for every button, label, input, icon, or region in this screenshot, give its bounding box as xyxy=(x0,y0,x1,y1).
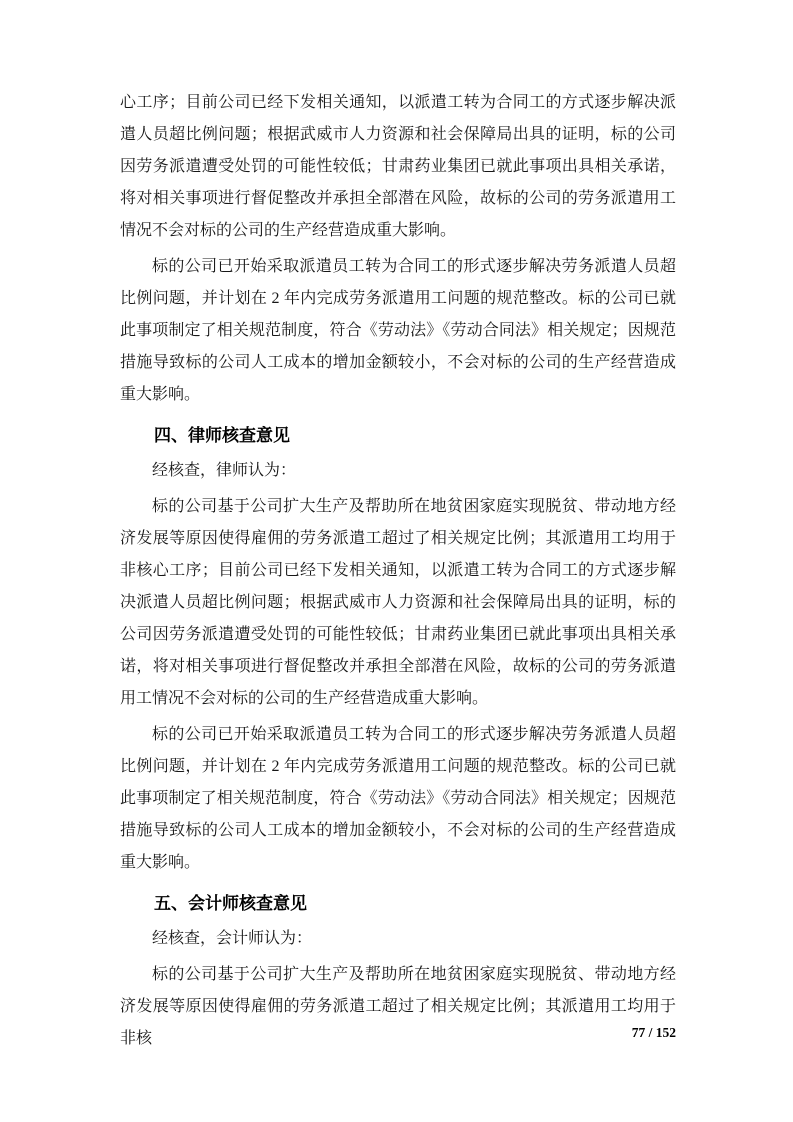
section-heading-accountant-opinion: 五、会计师核查意见 xyxy=(154,894,307,913)
lawyer-rectification-paragraph: 标的公司已开始采取派遣员工转为合同工的形式逐步解决劳务派遣人员超比例问题，并计划在 2 年内完成劳务派遣用工问题的规范整改。标的公司已就此事项制定了相关规范制度，符合《劳动法》《劳动合同法》相关规定；因规范措施导致标的公司人工成本的增加金额较小，不会对标的公司的生产经营造成重大影响。 xyxy=(120,726,676,871)
page-number: 77 / 152 xyxy=(631,1025,676,1040)
section-heading-lawyer-opinion: 四、律师核查意见 xyxy=(154,426,290,445)
paragraph-continuation: 心工序；目前公司已经下发相关通知，以派遣工转为合同工的方式逐步解决派遣人员超比例问题；根据武威市人力资源和社会保障局出具的证明，标的公司因劳务派遣遭受处罚的可能性较低；甘肃药业集团已就此事项出具相关承诺，将对相关事项进行督促整改并承担全部潜在风险，故标的公司的劳务派遣用工情况不会对标的公司的生产经营造成重大影响。 xyxy=(120,94,676,239)
lawyer-intro-line: 经核查，律师认为： xyxy=(152,462,297,479)
lawyer-opinion-paragraph: 标的公司基于公司扩大生产及帮助所在地贫困家庭实现脱贫、带动地方经济发展等原因使得雇佣的劳务派遣工超过了相关规定比例；其派遣用工均用于非核心工序；目前公司已经下发相关通知，以派遣工转为合同工的方式逐步解决派遣人员超比例问题；根据武威市人力资源和社会保障局出具的证明，标的公司因劳务派遣遭受处罚的可能性较低；甘肃药业集团已就此事项出具相关承诺，将对相关事项进行督促整改并承担全部潜在风险，故标的公司的劳务派遣用工情况不会对标的公司的生产经营造成重大影响。 xyxy=(120,498,676,707)
accountant-intro-line: 经核查，会计师认为： xyxy=(152,930,313,947)
accountant-opinion-paragraph: 标的公司基于公司扩大生产及帮助所在地贫困家庭实现脱贫、带动地方经济发展等原因使得雇佣的劳务派遣工超过了相关规定比例；其派遣用工均用于非核 xyxy=(120,966,676,1047)
page-content xyxy=(120,87,676,1059)
paragraph-rectification: 标的公司已开始采取派遣员工转为合同工的形式逐步解决劳务派遣人员超比例问题，并计划在 2 年内完成劳务派遣用工问题的规范整改。标的公司已就此事项制定了相关规范制度，符合《劳动法》《劳动合同法》相关规定；因规范措施导致标的公司人工成本的增加金额较小，不会对标的公司的生产经营造成重大影响。 xyxy=(120,258,676,403)
